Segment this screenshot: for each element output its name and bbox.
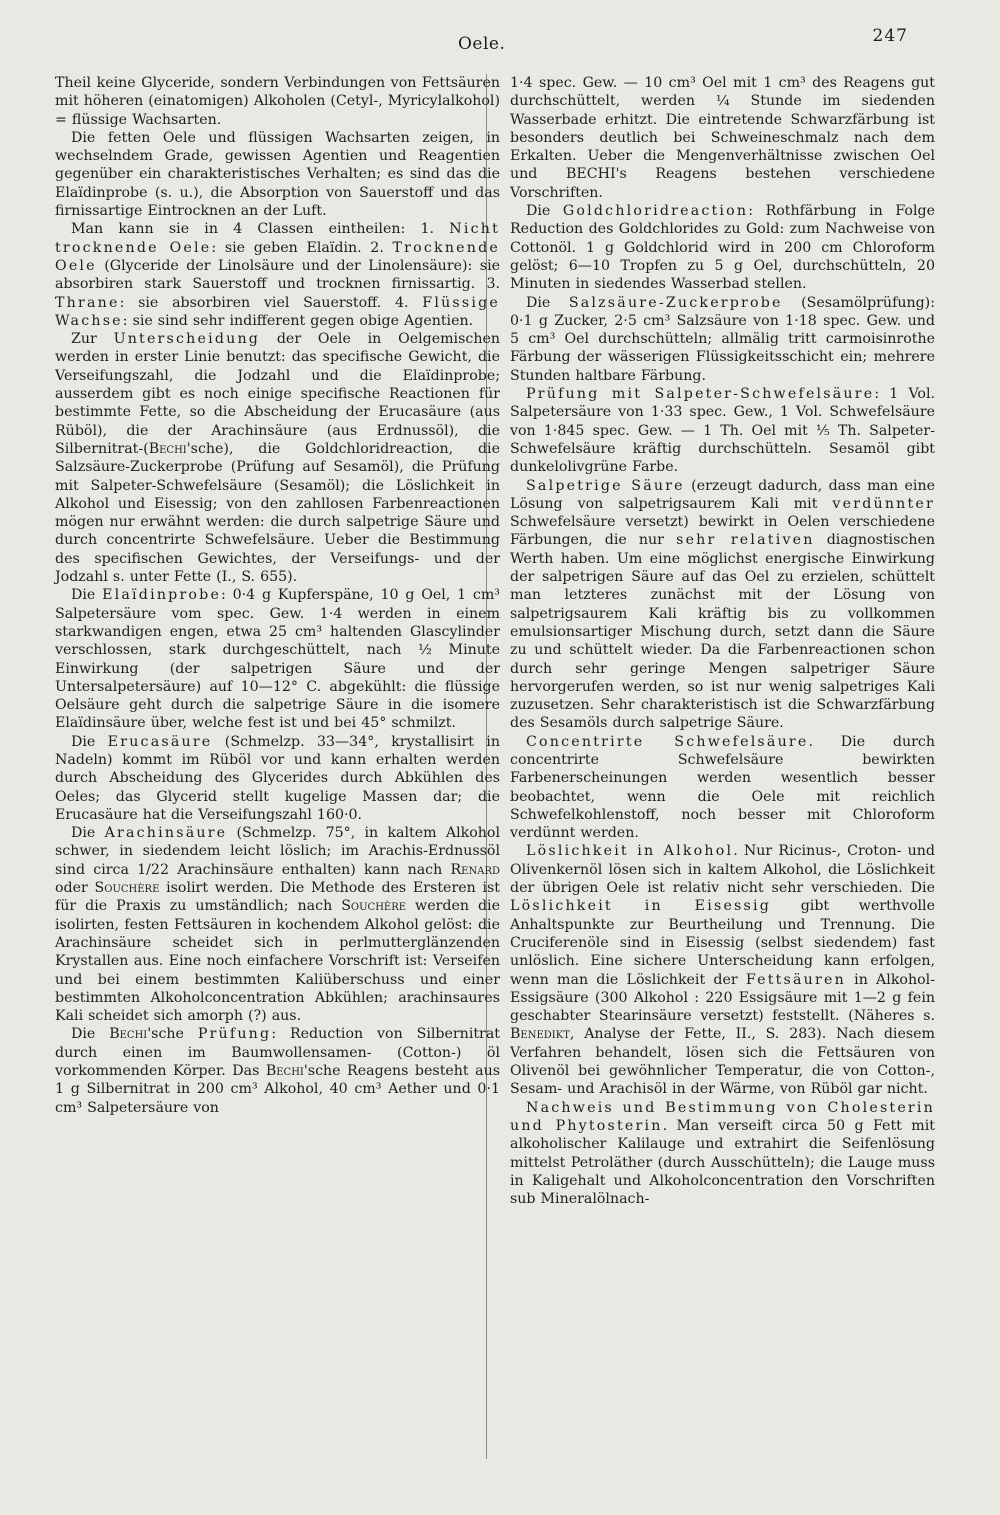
- term: Nicht trocknende Oele: [55, 221, 500, 256]
- paragraph-cholesterin: Nachweis und Bestimmung von Cholesterin und Phytosterin. Man verseift circa 50 g Fett mit alkoholischer Kalilauge und extrahirt die Seifenlösung mittelst Petroläther (durch Ausschütteln); die Lauge muss in Kaligehalt und Alkoholconcentration den Vorschriften sub Mineralölnach-: [510, 1099, 935, 1208]
- term: Salpetrige Säure: [526, 477, 685, 494]
- paragraph: Die fetten Oele und flüssigen Wachsarten zeigen, in wechselndem Grade, gewissen Agentien und Reagentien gegenüber ein charakteristisches Verhalten; es sind das die Elaïdinprobe (s. u.), die Absorption von Sauerstoff und das firnissartige Eintrocknen an der Luft.: [55, 129, 500, 220]
- paragraph-oil-classes: Man kann sie in 4 Classen eintheilen: 1. Nicht trocknende Oele: sie geben Elaïdin. 2. Trocknende Oele (Glyceride der Linolsäure und der Linolensäure): sie absorbiren stark Sauerstoff und trocknen firnissartig. 3. Thrane: sie absorbiren viel Sauerstoff. 4. Flüssige Wachse: sie sind sehr indifferent gegen obige Agentien.: [55, 221, 500, 329]
- term: Flüssige Wachse: [55, 294, 500, 329]
- paragraph-erucasaeure: Die Erucasäure (Schmelzp. 33—34°, krystallisirt in Nadeln) kommt im Rüböl vor und kann erhalten werden durch Abscheidung des Glycerides durch Abkühlen des Oeles; das Glycerid stellt kugelige Massen dar; die Erucasäure hat die Verseifungszahl 160·0.: [55, 733, 500, 823]
- paragraph-bechi-pruefung: Die Bechi'sche Prüfung: Reduction von Silbernitrat durch einen im Baumwollensamen- (Cotton-) öl vorkommenden Körper. Das Bechi'sche Reagens besteht aus 1 g Silbernitrat in 200 cm³ Alkohol, 40 cm³ Aether und 0·1 cm³ Salpetersäure von: [55, 1026, 500, 1116]
- paragraph-unterscheidung: Zur Unterscheidung der Oele in Oelgemischen werden in erster Linie benutzt: das specifische Gewicht, die Verseifungszahl, die Jodzahl und die Elaïdinprobe; ausserdem gibt es noch einige specifische Reactionen für bestimmte Fette, so die Abscheidung der Erucasäure (aus Rüböl), die der Arachinsäure (aus Erdnussöl), die Silbernitrat-(Bechi'sche), die Goldchloridreaction, die Salzsäure-Zuckerprobe (Prüfung auf Sesamöl), die Prüfung mit Salpeter-Schwefelsäure (Sesamöl); die Löslichkeit in Alkohol und Eisessig; von den zahllosen Farbenreactionen mögen nur erwähnt werden: die durch salpetrige Säure und durch concentrirte Schwefelsäure. Ueber die Bestimmung des specifischen Gewichtes, der Verseifungs- und der Jodzahl s. unter Fette (I., S. 655).: [55, 331, 500, 586]
- paragraph: Theil keine Glyceride, sondern Verbindungen von Fettsäuren mit höheren (einatomigen) Alkoholen (Cetyl-, Myricylalkohol) = flüssige Wachsarten.: [55, 75, 500, 128]
- paragraph: 1·4 spec. Gew. — 10 cm³ Oel mit 1 cm³ des Reagens gut durchschüttelt, werden ¼ Stunde im siedenden Wasserbade erhitzt. Die eintretende Schwarzfärbung ist besonders deutlich bei Schweineschmalz nach dem Erkalten. Ueber die Mengenverhältnisse zwischen Oel und BECHI's Reagens bestehen verschiedene Vorschriften.: [510, 75, 935, 201]
- term: Goldchloridreaction: [562, 203, 749, 220]
- term: sehr relativen: [676, 532, 815, 549]
- author-name: Bechi: [148, 440, 187, 457]
- term: Nachweis und Bestimmung von Cholesterin und Phytosterin: [510, 1099, 935, 1134]
- page-header: [0, 26, 1000, 58]
- paragraph-arachinsaeure: Die Arachinsäure (Schmelzp. 75°, in kaltem Alkohol schwer, in siedendem leicht löslich; im Arachis-Erdnussöl sind circa 1/22 Arachinsäure enthalten) kann nach Renard oder Souchère isolirt werden. Die Methode des Ersteren ist für die Praxis zu umständlich; nach Souchère werden die isolirten, festen Fettsäuren in kochendem Alkohol gelöst: die Arachinsäure scheidet sich in perlmutterglänzenden Krystallen aus. Eine noch einfachere Vorschrift ist: Verseifen und bei einem bestimmten Kaliüberschuss und einer bestimmten Alkoholconcentration Abkühlen; arachinsaures Kali scheidet sich amorph (?) aus.: [55, 825, 501, 1025]
- term: Elaïdinprobe: [102, 587, 222, 604]
- paragraph-schwefelsaeure: Concentrirte Schwefelsäure. Die durch concentrirte Schwefelsäure bewirkten Farbenerscheinungen werden wesentlich besser beobachtet, wenn die Oele mit reichlich Schwefelkohlenstoff, noch besser mit Chloroform verdünnt werden.: [510, 733, 935, 842]
- page-number: 247: [872, 26, 908, 46]
- term: Prüfung mit Salpeter-Schwefelsäure: [526, 386, 875, 403]
- author-name: Bechi: [265, 1063, 304, 1080]
- term: Löslichkeit in Alkohol: [526, 843, 734, 860]
- paragraph-salpeter-schwefel: Prüfung mit Salpeter-Schwefelsäure: 1 Vol. Salpetersäure von 1·33 spec. Gew., 1 Vol. Schwefelsäure von 1·845 spec. Gew. — 1 Th. Oel mit ⅕ Th. Salpeter-Schwefelsäure kräftig durchschütteln. Sesamöl gibt dunkelolivgrüne Farbe.: [510, 386, 935, 476]
- term: verdünnter: [832, 495, 935, 512]
- author-name: Souchère: [94, 880, 160, 897]
- paragraph-elaidinprobe: Die Elaïdinprobe: 0·4 g Kupferspäne, 10 g Oel, 1 cm³ Salpetersäure vom spec. Gew. 1·4 werden in einem starkwandigen engen, etwa 25 cm³ haltenden Glascylinder verschlossen, stark durchgeschüttelt, nach ½ Minute Einwirkung (der salpetrigen Säure und der Untersalpetersäure) auf 10—12° C. abgekühlt: die flüssige Oelsäure geht durch die salpetrige Säure in die isomere Elaïdinsäure über, welche fest ist und bei 45° schmilzt.: [55, 587, 500, 732]
- author-name: Bechi: [109, 1026, 148, 1043]
- term: Erucasäure: [107, 733, 213, 750]
- term: Concentrirte Schwefelsäure: [526, 733, 809, 750]
- paragraph-salzsaeure-zucker: Die Salzsäure-Zuckerprobe (Sesamölprüfung): 0·1 g Zucker, 2·5 cm³ Salzsäure von 1·18 spec. Gew. und 5 cm³ Oel durchschütteln; allmälig tritt carmoisinrothe Färbung der wässerigen Flüssigkeitsschicht ein; mehrere Stunden haltbare Färbung.: [510, 294, 935, 384]
- running-title: Oele.: [458, 34, 506, 54]
- paragraph-salpetrige-saeure: Salpetrige Säure (erzeugt dadurch, dass man eine Lösung von salpetrigsaurem Kali mit verdünnter Schwefelsäure versetzt) bewirkt in Oelen verschiedene Färbungen, die nur sehr relativen diagnostischen Werth haben. Um eine möglichst energische Einwirkung der salpetrigen Säure auf das Oel zu erzielen, schüttelt man letzteres zunächst mit der Lösung von salpetrigsaurem Kali kräftig bis zu vollkommen emulsionsartiger Mischung durch, setzt dann die Säure zu und schüttelt wieder. Da die Farbenreactionen schon durch sehr geringe Mengen salpetriger Säure hervorgerufen werden, so ist nur wenig salpetriges Kali zuzusetzen. Sehr charakteristisch ist die Schwarzfärbung des Sesamöls durch salpetrige Säure.: [510, 477, 935, 732]
- term: Thrane: [55, 294, 120, 311]
- author-name: Renard: [450, 861, 500, 878]
- paragraph-goldchlorid: Die Goldchloridreaction: Rothfärbung in Folge Reduction des Goldchlorides zu Gold: zum Nachweise von Cottonöl. 1 g Goldchlorid wird in 200 cm Chloroform gelöst; 6—10 Tropfen zu 5 g Oel, durchschütteln, 20 Minuten in siedendes Wasserbad stellen.: [510, 203, 935, 293]
- left-column: [55, 74, 500, 1117]
- term: Trocknende Oele: [55, 239, 500, 274]
- term: Unterscheidung: [113, 331, 261, 348]
- term: Prüfung: [197, 1026, 272, 1043]
- right-column: [510, 74, 935, 1208]
- term: Fettsäuren: [745, 971, 846, 988]
- author-name: Souchère: [341, 898, 407, 915]
- term: Arachinsäure: [104, 825, 228, 842]
- author-name: Benedikt: [510, 1026, 570, 1043]
- term: Löslichkeit in Eisessig: [510, 898, 772, 915]
- paragraph-loeslichkeit: Löslichkeit in Alkohol. Nur Ricinus-, Croton- und Olivenkernöl lösen sich in kaltem Alkohol, die Löslichkeit der übrigen Oele ist relativ nicht sehr verschieden. Die Löslichkeit in Eisessig gibt werthvolle Anhaltspunkte zur Beurtheilung und Trennung. Die Cruciferenöle sind in Eisessig (selbst siedendem) fast unlöslich. Eine sichere Unterscheidung kann erfolgen, wenn man die Löslichkeit der Fettsäuren in Alkohol-Essigsäure (300 Alkohol : 220 Essigsäure mit 1—2 g fein geschabter Stearinsäure versetzt) feststellt. (Näheres s. Benedikt, Analyse der Fette, II., S. 283). Nach diesem Verfahren behandelt, lösen sich die Fettsäuren von Olivenöl bei gewöhnlicher Temperatur, die von Cotton-, Sesam- und Arachisöl in der Wärme, von Rüböl gar nicht.: [510, 843, 936, 1098]
- term: Salzsäure-Zuckerprobe: [568, 294, 783, 311]
